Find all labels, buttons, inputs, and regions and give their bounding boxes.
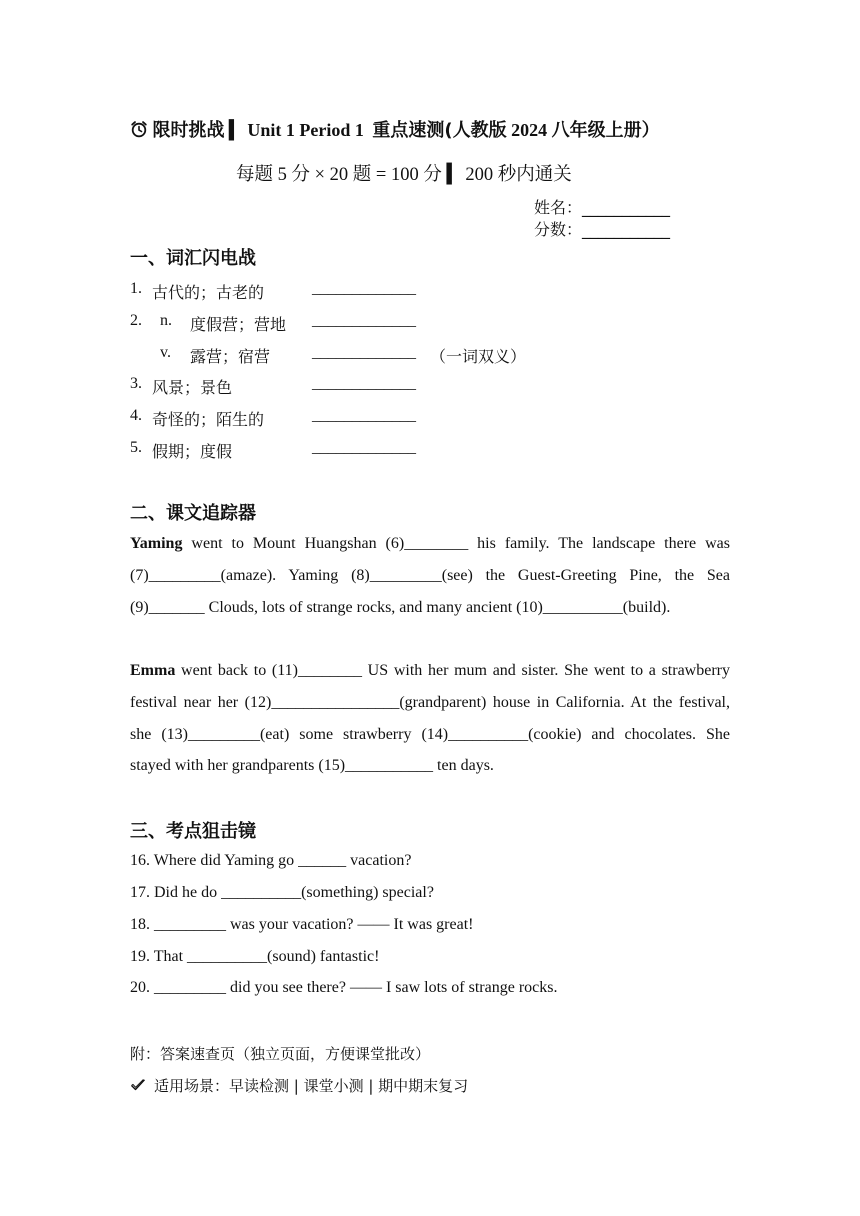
usage-scenarios-text: 适用场景：早读检测 | 课堂小测 | 期中期末复习 <box>154 1077 469 1095</box>
vocab-item <box>130 280 142 298</box>
passage-subject: Emma <box>130 662 176 679</box>
question-item: 17. Did he do __________(something) special? <box>130 884 434 901</box>
item-number: 5. <box>130 439 142 456</box>
item-number: 4. <box>130 407 142 424</box>
section-text-tracker-heading: 二、课文追踪器 <box>130 503 256 524</box>
answer-key-note: 附：答案速查页（独立页面，方便课堂批改） <box>130 1045 431 1063</box>
alarm-clock-icon <box>130 120 148 138</box>
passage-subject: Yaming <box>130 535 183 552</box>
answer-blank[interactable]: _____________ <box>312 312 416 329</box>
question-item: 19. That __________(sound) fantastic! <box>130 948 380 965</box>
item-number: 2. <box>130 312 142 329</box>
answer-blank[interactable]: _____________ <box>312 407 416 424</box>
title-grade: 八年级上册） <box>551 120 660 141</box>
answer-blank[interactable]: _____________ <box>312 439 416 456</box>
vocab-meaning: 假期；度假 <box>152 444 233 461</box>
vocab-meaning: 奇怪的；陌生的 <box>152 412 265 429</box>
vocab-meaning: 风景；景色 <box>152 380 233 397</box>
part-of-speech: v. <box>160 344 171 361</box>
title-year: 2024 <box>511 120 548 140</box>
check-mark-icon <box>130 1078 146 1092</box>
section-vocabulary-heading: 一、词汇闪电战 <box>130 248 256 269</box>
page-title <box>130 116 750 142</box>
title-unit: Unit 1 Period 1 <box>247 120 364 140</box>
vocab-meaning: 古代的；古老的 <box>152 285 265 302</box>
title-divider: ▍ <box>229 120 243 141</box>
vocab-meaning: 露营；宿营 <box>190 349 271 366</box>
item-number: 1. <box>130 280 142 297</box>
title-challenge: 限时挑战 <box>152 120 225 141</box>
item-number: 3. <box>130 375 142 392</box>
dual-meaning-note: （一词双义） <box>430 349 527 366</box>
section-key-points-heading: 三、考点狙击镜 <box>130 821 256 842</box>
passage-body: went to Mount Huangshan (6)________ his family. The landscape there was (7)_________(amaze). Yaming (8)_________(see) the Guest-Greeting Pine, the Sea (9)_______ Clouds, lots of strange rocks, and many ancient (10)__________(build). <box>130 535 730 616</box>
question-item: 20. _________ did you see there? —— I saw lots of strange rocks. <box>130 979 558 996</box>
passage-body: went back to (11)________ US with her mum and sister. She went to a strawberry festival near her (12)________________(grandparent) house in California. At the festival, she (13)_________(eat) some strawberry (14)__________(cookie) and chocolates. She stayed with her grandparents (15)___________ ten days. <box>130 662 730 775</box>
answer-blank[interactable]: _____________ <box>312 344 416 361</box>
passage-emma <box>130 655 730 782</box>
title-publisher: 人教版 <box>452 120 507 141</box>
vocab-meaning: 度假营；营地 <box>190 317 287 334</box>
score-field[interactable]: 分数：___________ <box>534 220 671 239</box>
scoring-rule: 每题 5 分 × 20 题 = 100 分 ▍ 200 秒内通关 <box>236 165 572 185</box>
answer-blank[interactable]: _____________ <box>312 280 416 297</box>
title-quiz: 重点速测( <box>372 120 453 141</box>
question-item: 16. Where did Yaming go ______ vacation? <box>130 852 412 869</box>
usage-scenarios <box>130 1075 468 1096</box>
part-of-speech: n. <box>160 312 172 329</box>
answer-blank[interactable]: _____________ <box>312 375 416 392</box>
name-field[interactable]: 姓名：___________ <box>534 198 671 217</box>
passage-yaming <box>130 528 730 623</box>
question-item: 18. _________ was your vacation? —— It was great! <box>130 916 474 933</box>
